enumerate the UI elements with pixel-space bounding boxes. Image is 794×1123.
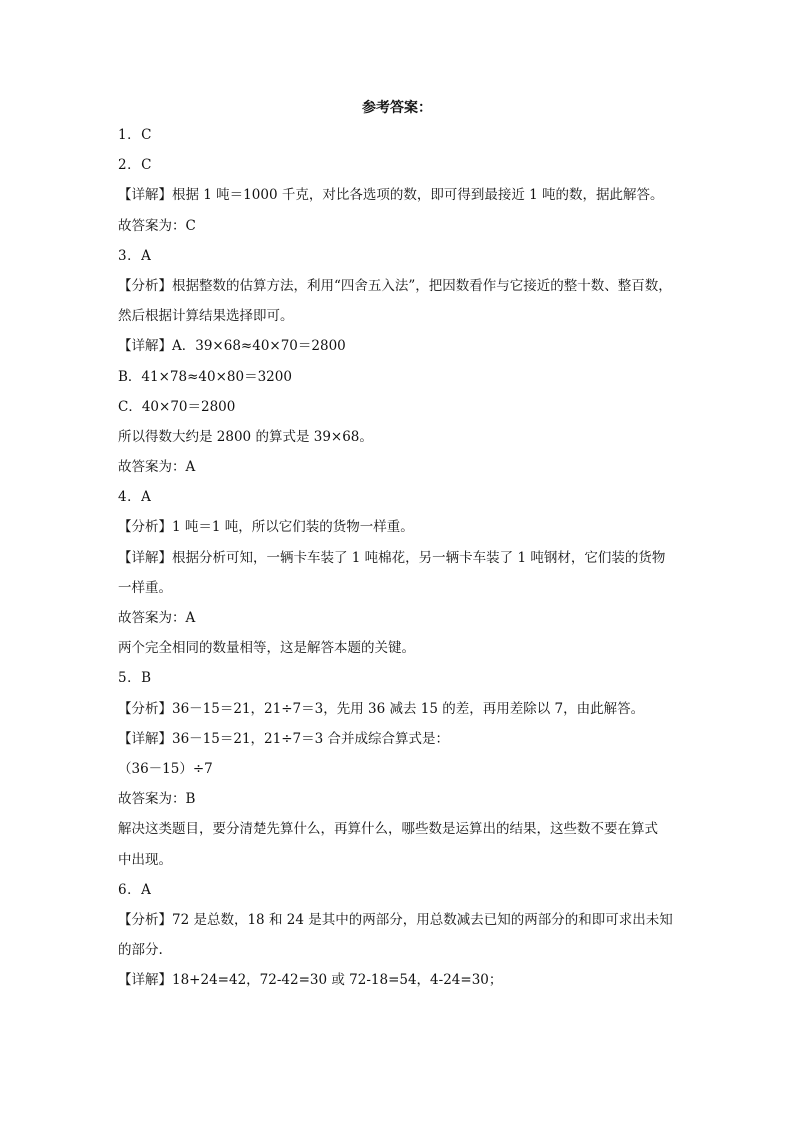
answer-line: B．41×78≈40×80＝3200 [118, 368, 292, 385]
answer-line: 故答案为：A [118, 610, 196, 626]
answer-line: 5．B [118, 670, 152, 687]
answer-line: 故答案为：A [118, 459, 196, 476]
answer-line: 3．A [118, 247, 152, 264]
answer-line: 一样重。 [118, 579, 172, 596]
answer-line: 故答案为：B [118, 791, 196, 808]
answer-line: 然后根据计算结果选择即可。 [118, 308, 294, 325]
answer-line: 【详解】18+24=42，72-42=30 或 72-18=54，4-24=30； [118, 972, 503, 989]
answer-line: 两个完全相同的数量相等，这是解答本题的关键。 [118, 640, 415, 657]
answer-line: 【分析】36－15＝21，21÷7＝3，先用 36 减去 15 的差，再用差除以 7，由此解答。 [118, 700, 645, 717]
answer-line: 【分析】72 是总数，18 和 24 是其中的两部分，用总数减去已知的两部分的和即可求出未知 [118, 911, 673, 928]
answer-line: 【分析】根据整数的估算方法，利用“四舍五入法”，把因数看作与它接近的整十数、整百数， [118, 277, 672, 294]
answer-line: 【详解】根据 1 吨＝1000 千克，对比各选项的数，即可得到最接近 1 吨的数，据此解答。 [118, 187, 664, 204]
answer-line: 6．A [118, 881, 152, 898]
answer-line: （36－15）÷7 [118, 760, 213, 777]
answer-line: 1．C [118, 127, 152, 143]
answer-line: 【详解】根据分析可知，一辆卡车装了 1 吨棉花，另一辆卡车装了 1 吨钢材，它们装的货物 [118, 549, 666, 566]
answer-line: 的部分. [118, 942, 163, 959]
answer-line: 故答案为：C [118, 217, 196, 234]
answer-line: 所以得数大约是 2800 的算式是 39×68。 [118, 428, 373, 445]
answer-line: 2．C [118, 157, 152, 174]
answer-line: C．40×70＝2800 [118, 398, 236, 415]
answer-line: 【详解】A．39×68≈40×70＝2800 [118, 338, 346, 355]
answer-line: 中出现。 [118, 851, 172, 868]
answer-line: 4．A [118, 489, 152, 506]
page-title: 参考答案： [362, 100, 432, 116]
answer-line: 解决这类题目，要分清楚先算什么，再算什么，哪些数是运算出的结果，这些数不要在算式 [118, 821, 658, 838]
answer-lines [118, 120, 688, 995]
answer-line: 【详解】36－15＝21，21÷7＝3 合并成综合算式是： [118, 730, 449, 747]
answer-line: 【分析】1 吨＝1 吨，所以它们装的货物一样重。 [118, 519, 414, 536]
